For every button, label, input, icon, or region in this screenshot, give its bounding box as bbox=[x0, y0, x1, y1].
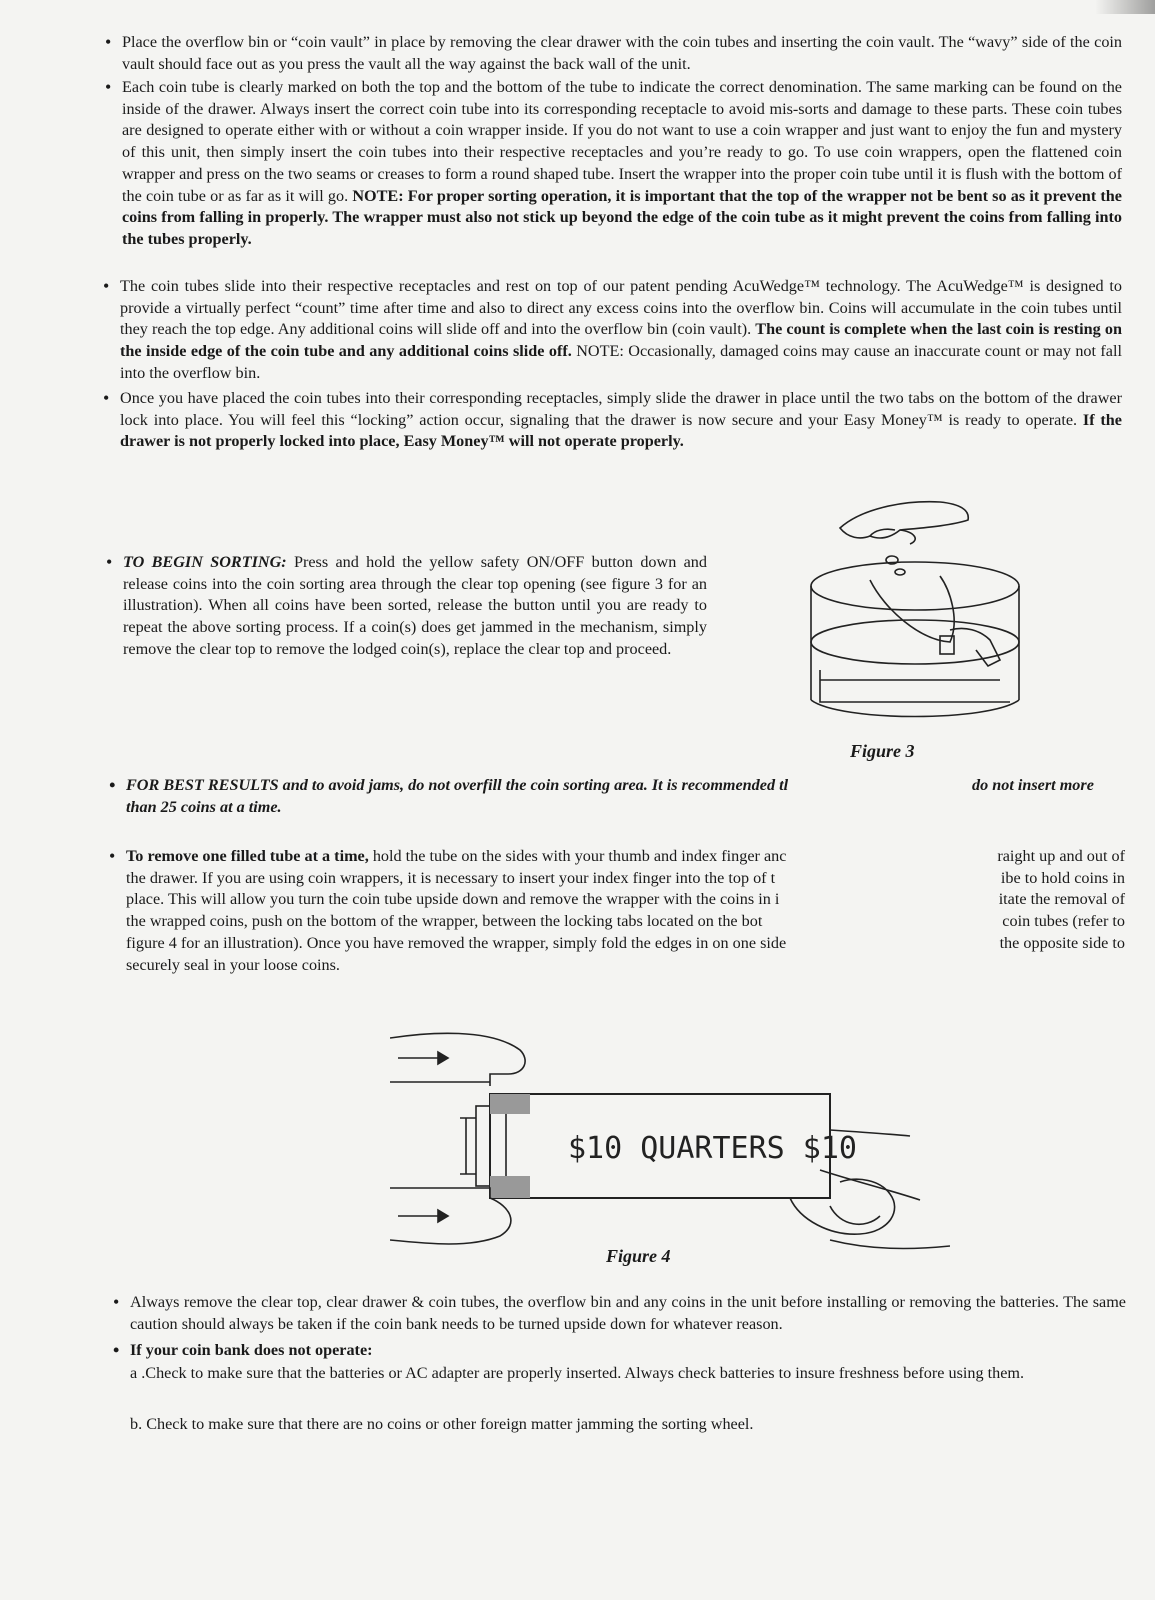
figure-4-wrapper-label: $10 QUARTERS $10 bbox=[568, 1131, 857, 1166]
troubleshoot-item-b-text: b. Check to make sure that there are no coins or other foreign matter jamming the sorting wheel. bbox=[130, 1415, 754, 1433]
remove-tube-r1: raight up and out of bbox=[997, 847, 1125, 865]
figure-3-caption: Figure 3 bbox=[850, 741, 915, 761]
remove-tube-line-5: figure 4 for an illustration). Once you have removed the wrapper, simply fold the edges in on one side bbox=[126, 933, 787, 952]
remove-tube-line-1 bbox=[126, 846, 906, 868]
paragraph-drawer-lock bbox=[120, 388, 1122, 453]
paragraph-drawer-lock-text: Once you have placed the coin tubes into their corresponding receptacles, simply slide the drawer in place until the two tabs on the bottom of the drawer lock into place. You will feel this “locking” action occur, signaling that the drawer is now secure and your Easy Money™ is ready to operate. bbox=[120, 389, 1122, 429]
troubleshoot-item-b bbox=[130, 1414, 1126, 1436]
remove-tube-r5: the opposite side to bbox=[999, 933, 1125, 952]
paragraph-begin-sorting bbox=[123, 552, 707, 661]
paragraph-acuwedge-note: NOTE: Occasionally, damaged coins may cause an inaccurate count or may not fall into the overflow bin. bbox=[120, 342, 1122, 382]
remove-tube-line-2: the drawer. If you are using coin wrappers, it is necessary to insert your index finger into the top of t bbox=[126, 868, 776, 887]
figure-4-illustration bbox=[390, 1010, 950, 1260]
troubleshoot-heading: If your coin bank does not operate: bbox=[130, 1341, 373, 1359]
remove-tube-lead: To remove one filled tube at a time, bbox=[126, 847, 369, 865]
paragraph-drawer-lock-bold: If the drawer is not properly locked into place, Easy Money™ will not operate properly. bbox=[120, 410, 1122, 451]
paragraph-batteries-text: Always remove the clear top, clear drawer & coin tubes, the overflow bin and any coins in the unit before installing or removing the batteries. The same caution should always be taken if the coin bank needs to be turned upside down for whatever reason. bbox=[130, 1293, 1126, 1333]
figure-3-illustration bbox=[800, 490, 1030, 740]
paragraph-coin-tubes bbox=[122, 77, 1122, 251]
paragraph-batteries bbox=[130, 1292, 1126, 1335]
best-results-line2 bbox=[126, 797, 282, 819]
paragraph-acuwedge-text: The coin tubes slide into their respective receptacles and rest on top of our patent pending AcuWedge™ technology. The AcuWedge™ is designed to provide a virtually perfect “count” time after time and also to direct any excess coins into the overflow bin. Coins will accumulate in the coin tubes until they reach the top edge. Any additional coins will slide off and into the overflow bin (coin vault). bbox=[120, 277, 1122, 339]
troubleshoot-item-a bbox=[130, 1363, 1126, 1385]
begin-sorting-text: Press and hold the yellow safety ON/OFF button down and release coins into the coin sorting area through the clear top opening (see figure 3 for an illustration). When all coins have been sorted, release the button until you are ready to repeat the above sorting process. If a coin(s) does get jammed in the mechanism, simply remove the clear top to remove the lodged coin(s), replace the clear top and proceed. bbox=[123, 553, 707, 658]
remove-tube-l1: hold the tube on the sides with your thumb and index finger anc bbox=[368, 847, 787, 865]
paragraph-acuwedge-bold: The count is complete when the last coin is resting on the inside edge of the coin tube and any additional coins slide off. bbox=[120, 320, 1122, 361]
scan-shadow bbox=[1095, 0, 1155, 14]
paragraph-coin-vault bbox=[122, 32, 1122, 75]
paragraph-remove-tube bbox=[126, 846, 906, 976]
paragraph-coin-tubes-text: Each coin tube is clearly marked on both the top and the bottom of the tube to indicate the correct denomination. The same marking can be found on the inside of the drawer. Always insert the correct coin tube into its corresponding receptacle to avoid mis-sorts and damage to these parts. These coin tubes are designed to operate either with or without a coin wrapper inside. If you do not want to use a coin wrapper and just want to enjoy the fun and mystery of this unit, then simply insert the coin tubes into their respective receptacles and you’re ready to go. To use coin wrappers, open the flattened coin wrapper and press on the two seams or creases to form a round shaped tube. Insert the wrapper into the proper coin tube until it is flush with the bottom of the coin tube or as far as it will go. bbox=[122, 78, 1122, 205]
remove-tube-r2: ibe to hold coins in bbox=[1000, 868, 1125, 887]
remove-tube-line-3: place. This will allow you turn the coin tube upside down and remove the wrapper with the coins in i bbox=[126, 890, 780, 909]
best-results-right-text: do not insert more bbox=[972, 776, 1094, 794]
troubleshoot-item-a-text: a .Check to make sure that the batteries or AC adapter are properly inserted. Always check batteries to insure freshness before using them. bbox=[130, 1364, 1025, 1382]
paragraph-acuwedge bbox=[120, 276, 1122, 385]
paragraph-coin-tubes-note: NOTE: For proper sorting operation, it is important that the top of the wrapper not be bent so as it prevent the coins from falling in properly. The wrapper must also not stick up beyond the edge of the coin tube as it might prevent the coins from falling into the tubes properly. bbox=[122, 186, 1122, 248]
remove-tube-r3: itate the removal of bbox=[998, 890, 1125, 909]
remove-tube-line-4: the wrapped coins, push on the bottom of the wrapper, between the locking tabs located on the bot bbox=[126, 912, 763, 931]
paragraph-troubleshoot-head bbox=[130, 1340, 1126, 1362]
remove-tube-right-column bbox=[975, 846, 1125, 955]
remove-tube-line-6: securely seal in your loose coins. bbox=[126, 955, 340, 974]
figure-4-caption: Figure 4 bbox=[606, 1246, 671, 1266]
best-results-left: FOR BEST RESULTS and to avoid jams, do not overfill the coin sorting area. It is recommended tl bbox=[126, 776, 789, 794]
best-results-line2-text: than 25 coins at a time. bbox=[126, 798, 282, 816]
best-results-right bbox=[972, 775, 1094, 797]
begin-sorting-lead: TO BEGIN SORTING: bbox=[123, 553, 287, 571]
paragraph-coin-vault-text: Place the overflow bin or “coin vault” in place by removing the clear drawer with the coin tubes and inserting the coin vault. The “wavy” side of the coin vault should face out as you press the vault all the way against the back wall of the unit. bbox=[122, 33, 1122, 73]
remove-tube-r4: coin tubes (refer to bbox=[1002, 912, 1125, 931]
